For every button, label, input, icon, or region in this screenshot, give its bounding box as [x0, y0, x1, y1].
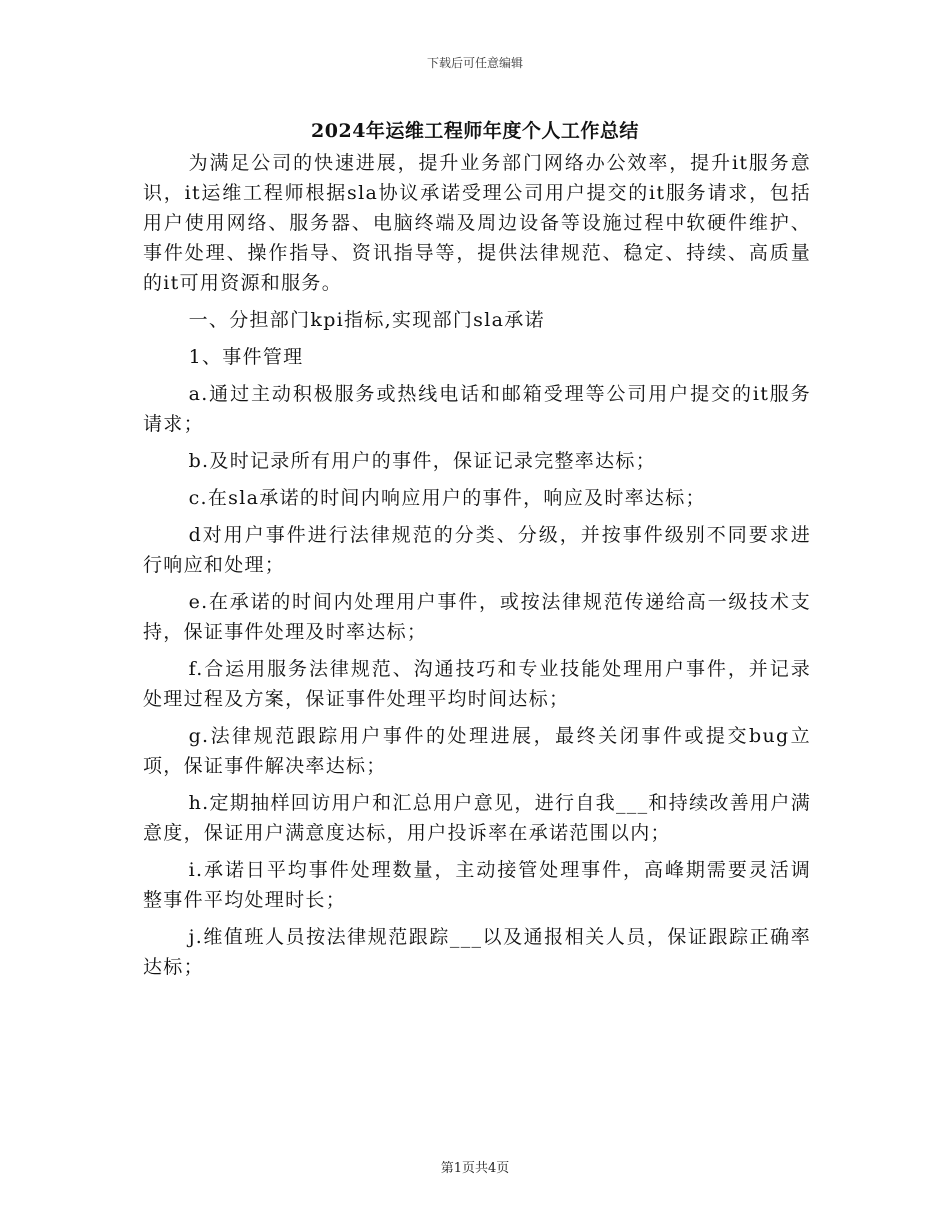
- document-body: [143, 148, 811, 989]
- paragraph-intro: 为满足公司的快速进展，提升业务部门网络办公效率，提升it服务意识，it运维工程师根据sla协议承诺受理公司用户提交的it服务请求，包括用户使用网络、服务器、电脑终端及周边设备等设施过程中软硬件维护、事件处理、操作指导、资讯指导等，提供法律规范、稳定、持续、高质量的it可用资源和服务。: [143, 152, 811, 294]
- subsection-heading: 1、事件管理: [188, 346, 304, 368]
- document-title: 2024年运维工程师年度个人工作总结: [311, 120, 639, 142]
- page-header: 下载后可任意编辑: [426, 56, 523, 70]
- list-item-b: b.及时记录所有用户的事件，保证记录完整率达标；: [188, 450, 656, 472]
- section-heading: 一、分担部门kpi指标,实现部门sla承诺: [188, 309, 545, 331]
- list-item-g: g.法律规范跟踪用户事件的处理进展，最终关闭事件或提交bug立项，保证事件解决率达标；: [143, 725, 811, 777]
- list-item-h: h.定期抽样回访用户和汇总用户意见，进行自我___和持续改善用户满意度，保证用户满意度达标，用户投诉率在承诺范围以内；: [143, 792, 811, 844]
- list-item-f: f.合运用服务法律规范、沟通技巧和专业技能处理用户事件，并记录处理过程及方案，保证事件处理平均时间达标；: [143, 658, 811, 710]
- list-item-d: d对用户事件进行法律规范的分类、分级，并按事件级别不同要求进行响应和处理；: [143, 524, 811, 576]
- list-item-c: c.在sla承诺的时间内响应用户的事件，响应及时率达标；: [188, 487, 706, 509]
- list-item-e: e.在承诺的时间内处理用户事件，或按法律规范传递给高一级技术支持，保证事件处理及时率达标；: [143, 591, 811, 643]
- list-item-i: i.承诺日平均事件处理数量，主动接管处理事件，高峰期需要灵活调整事件平均处理时长；: [143, 859, 811, 911]
- list-item-j: j.维值班人员按法律规范跟踪___以及通报相关人员，保证跟踪正确率达标；: [143, 926, 811, 978]
- page-footer: 第1页共4页: [440, 1161, 510, 1176]
- list-item-a: a.通过主动积极服务或热线电话和邮箱受理等公司用户提交的it服务请求；: [143, 383, 811, 435]
